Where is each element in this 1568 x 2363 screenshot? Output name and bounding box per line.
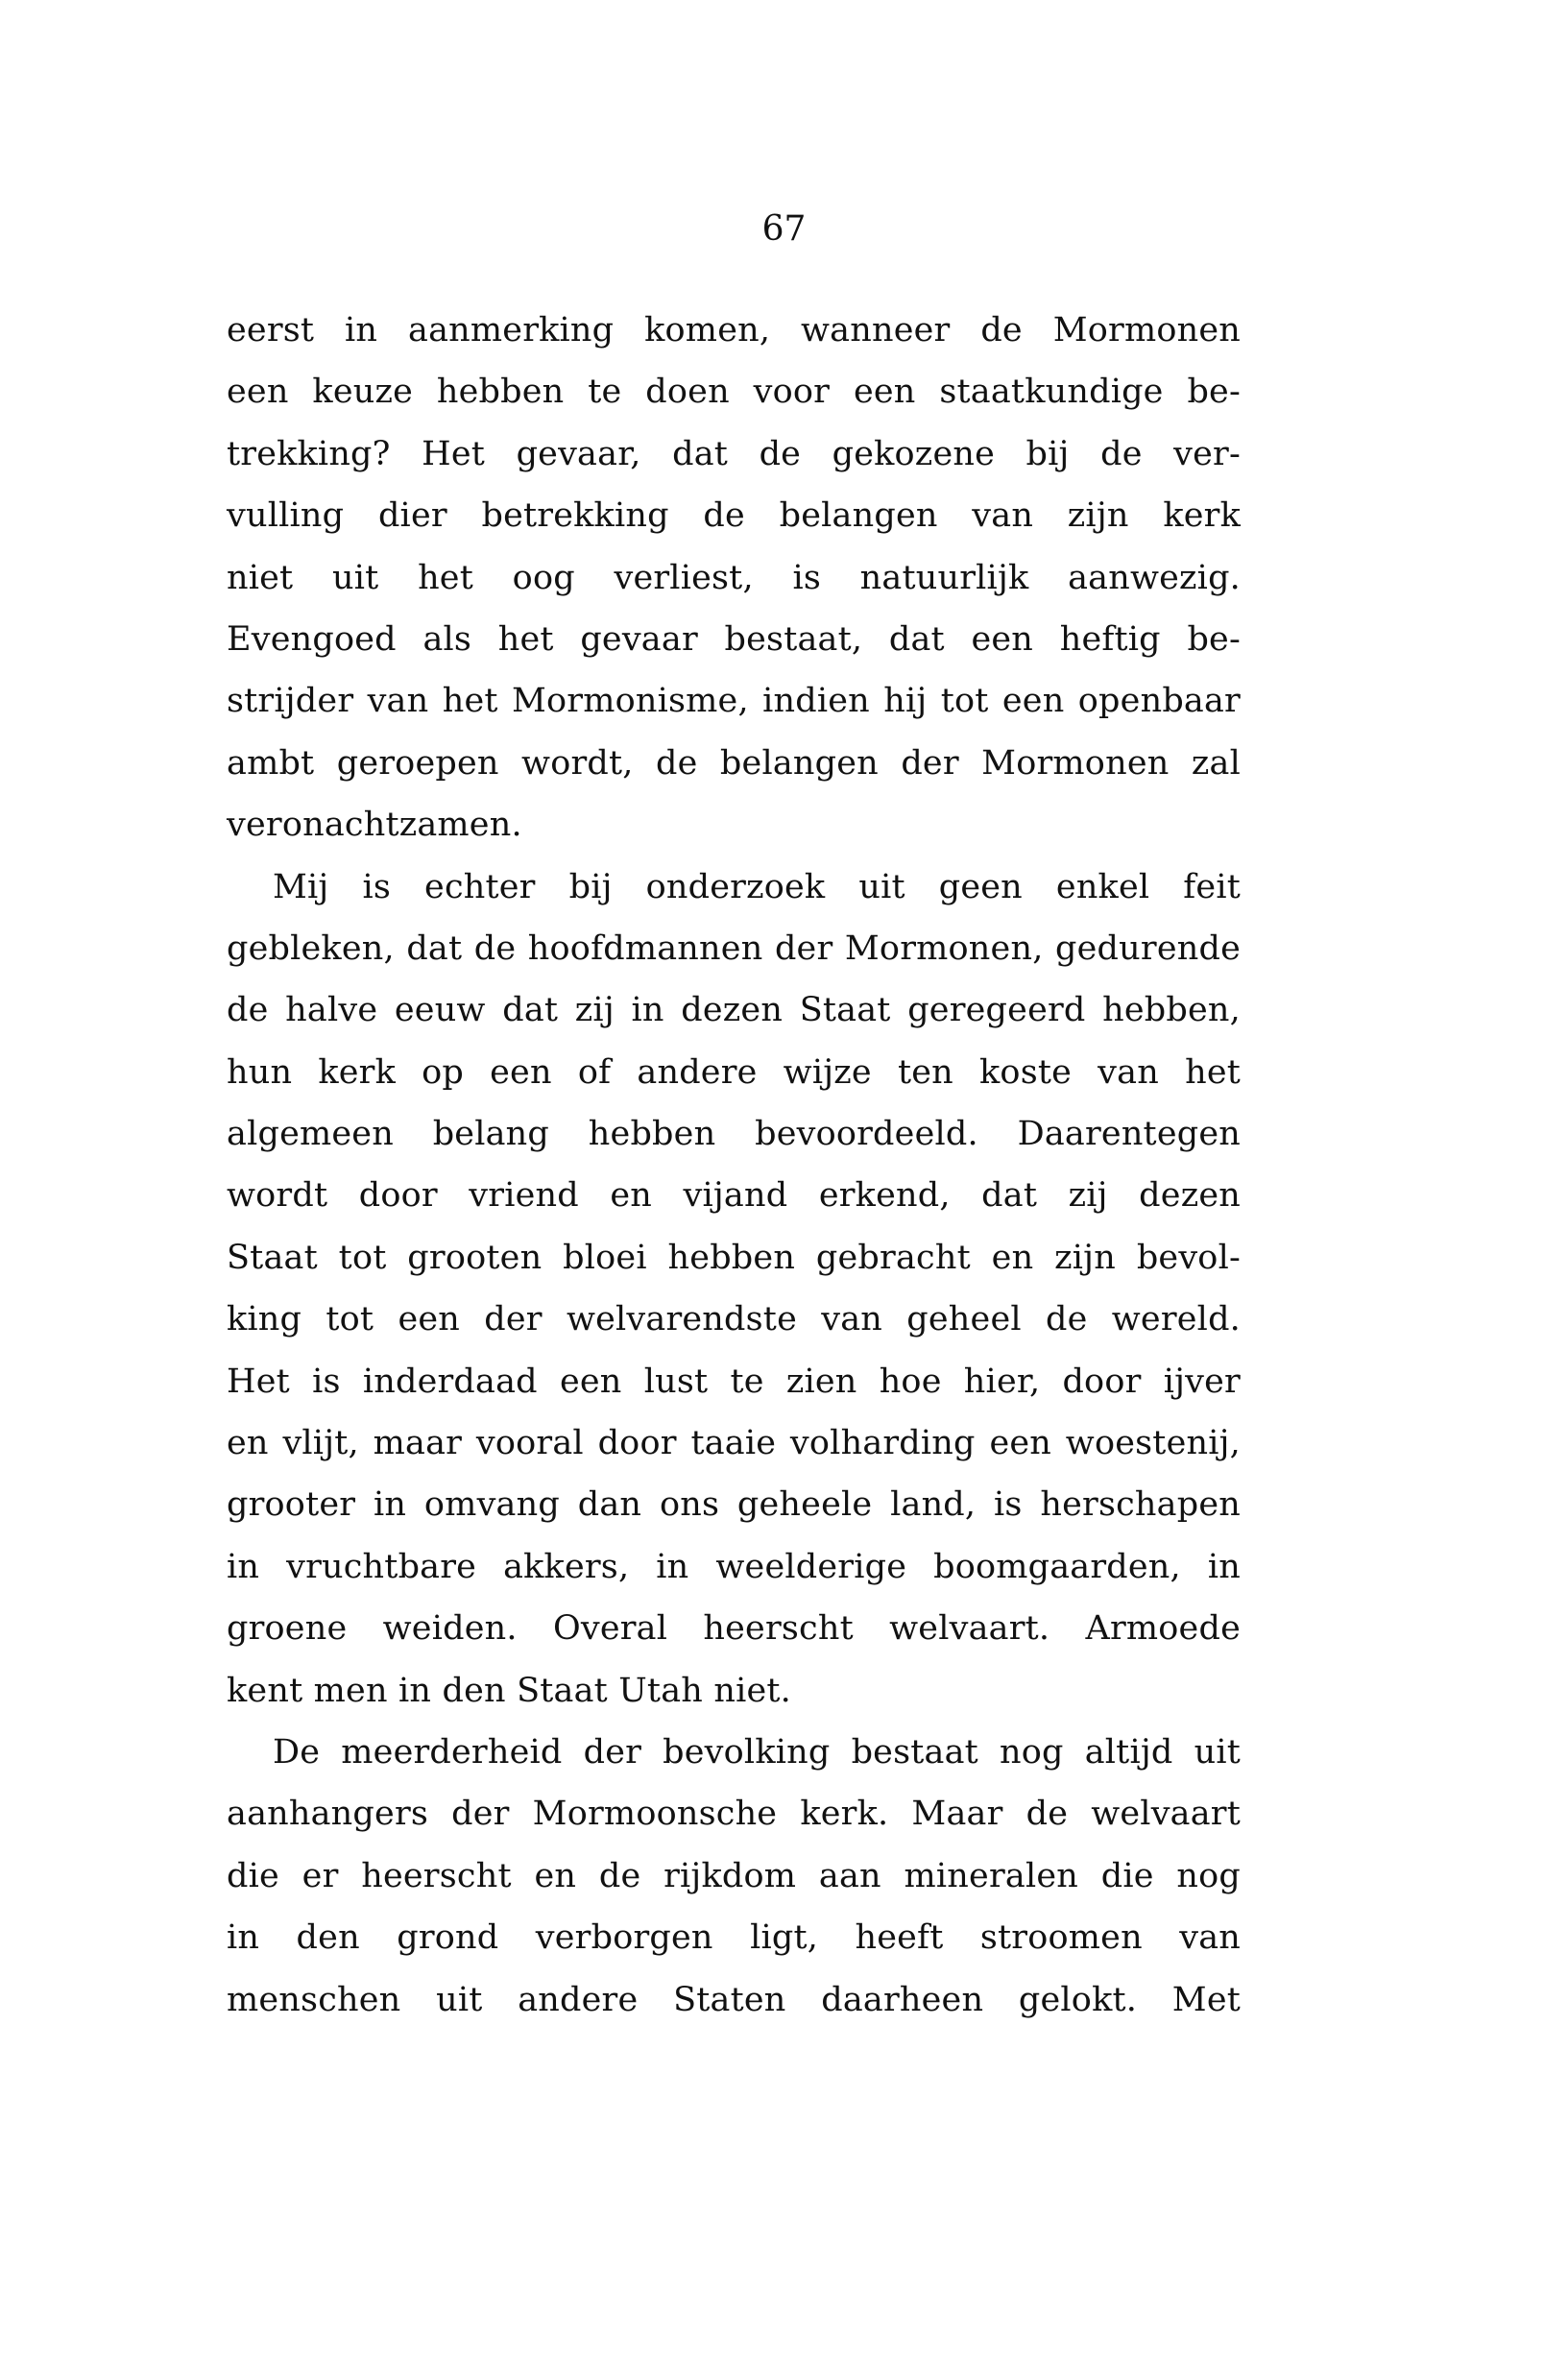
body-text [227,300,1241,2031]
text-line: aanhangers der Mormoonsche kerk. Maar de welvaart [227,1795,1241,1834]
text-line: ambt geroepen wordt, de belangen der Mormonen zal [227,743,1241,783]
text-line: strijder van het Mormonisme, indien hij tot een openbaar [227,682,1241,721]
text-line: niet uit het oog verliest, is natuurlijk aanwezig. [227,558,1241,597]
text-line: Mij is echter bij onderzoek uit geen enkel feit [273,867,1241,906]
text-line: Het is inderdaad een lust te zien hoe hier, door ijver [227,1362,1241,1401]
text-line: groene weiden. Overal heerscht welvaart. Armoede [227,1609,1241,1649]
text-line: de halve eeuw dat zij in dezen Staat geregeerd hebben, [227,991,1241,1030]
text-line: in den grond verborgen ligt, heeft stroomen van [227,1918,1241,1958]
text-line: gebleken, dat de hoofdmannen der Mormonen, gedurende [227,928,1241,968]
text-line: Staat tot grooten bloei hebben gebracht en zijn bevol- [227,1238,1241,1277]
paragraph [227,856,1241,1722]
text-line: Evengoed als het gevaar bestaat, dat een heftig be- [227,619,1241,659]
text-line: De meerderheid der bevolking bestaat nog altijd uit [273,1732,1241,1772]
text-line: eerst in aanmerking komen, wanneer de Mormonen [227,311,1241,350]
paragraph [227,1722,1241,2031]
text-line: hun kerk op een of andere wijze ten koste van het [227,1052,1241,1092]
text-line: en vlijt, maar vooral door taaie volharding een woestenij, [227,1424,1241,1463]
text-line: king tot een der welvarendste van geheel de wereld. [227,1300,1241,1339]
text-line: menschen uit andere Staten daarheen gelokt. Met [227,1980,1241,2019]
text-line: in vruchtbare akkers, in weelderige boomgaarden, in [227,1547,1241,1586]
text-line: kent men in den Staat Utah niet. [227,1671,791,1710]
text-line: wordt door vriend en vijand erkend, dat zij dezen [227,1176,1241,1216]
text-line: een keuze hebben te doen voor een staatkundige be- [227,373,1241,412]
text-line: die er heerscht en de rijkdom aan mineralen die nog [227,1856,1241,1895]
text-line: vulling dier betrekking de belangen van zijn kerk [227,496,1241,536]
text-line: trekking? Het gevaar, dat de gekozene bij de ver- [227,434,1241,473]
text-line: veronachtzamen. [227,806,522,845]
page-number: 67 [761,209,807,249]
paragraph [227,300,1241,856]
text-line: algemeen belang hebben bevoordeeld. Daarentegen [227,1115,1241,1154]
text-line: grooter in omvang dan ons geheele land, is herschapen [227,1485,1241,1525]
